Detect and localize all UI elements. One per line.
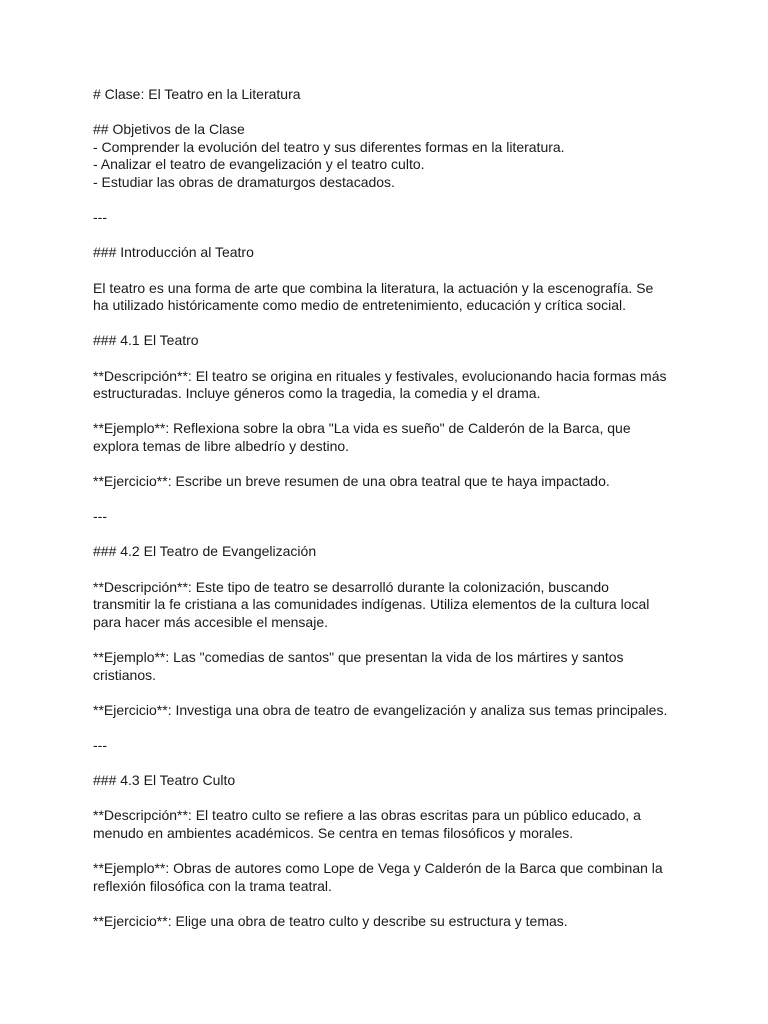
objective-item: - Analizar el teatro de evangelización y el teatro culto. <box>93 156 425 173</box>
section-descripcion-line: estructuradas. Incluye géneros como la tragedia, la comedia y el drama. <box>93 385 541 402</box>
section-heading: ### 4.1 El Teatro <box>93 332 199 349</box>
section-ejemplo-line: **Ejemplo**: Reflexiona sobre la obra "La vida es sueño" de Calderón de la Barca, que <box>93 420 631 437</box>
separator: --- <box>93 736 107 753</box>
spacer <box>93 315 693 333</box>
section-ejemplo-line: cristianos. <box>93 666 157 683</box>
document-page <box>93 86 693 931</box>
spacer <box>93 455 693 473</box>
spacer <box>93 192 693 210</box>
section-heading: ### 4.3 El Teatro Culto <box>93 772 236 789</box>
section-ejemplo-line: **Ejemplo**: Obras de autores como Lope de Vega y Calderón de la Barca que combinan la <box>93 860 663 877</box>
spacer <box>93 350 693 368</box>
spacer <box>93 403 693 421</box>
separator: --- <box>93 209 107 226</box>
spacer <box>93 227 693 245</box>
section-descripcion-line: para hacer más accesible el mensaje. <box>93 613 329 630</box>
spacer <box>93 526 693 544</box>
spacer <box>93 719 693 737</box>
section-heading: ### 4.2 El Teatro de Evangelización <box>93 543 317 560</box>
spacer <box>93 561 693 579</box>
document-title: # Clase: El Teatro en la Literatura <box>93 86 301 102</box>
intro-text-line: El teatro es una forma de arte que combina la literatura, la actuación y la escenografía. Se <box>93 279 654 296</box>
section-ejemplo-line: explora temas de libre albedrío y destino. <box>93 437 350 454</box>
intro-text-line: ha utilizado históricamente como medio de entretenimiento, educación y crítica social. <box>93 297 627 314</box>
objectives-heading: ## Objetivos de la Clase <box>93 121 245 138</box>
section-descripcion-line: **Descripción**: El teatro culto se refiere a las obras escritas para un público educado, a <box>93 807 641 824</box>
section-ejemplo-line: **Ejemplo**: Las "comedias de santos" que presentan la vida de los mártires y santos <box>93 649 624 665</box>
objective-item: - Estudiar las obras de dramaturgos destacados. <box>93 173 395 190</box>
spacer <box>93 790 693 808</box>
section-ejercicio-line: **Ejercicio**: Elige una obra de teatro culto y describe su estructura y temas. <box>93 912 568 929</box>
section-ejercicio-line: **Ejercicio**: Escribe un breve resumen de una obra teatral que te haya impactado. <box>93 473 610 490</box>
spacer <box>93 491 693 509</box>
spacer <box>93 631 693 649</box>
section-descripcion-line: transmitir la fe cristiana a las comunidades indígenas. Utiliza elementos de la cultura local <box>93 596 650 613</box>
spacer <box>93 755 693 773</box>
spacer <box>93 684 693 702</box>
spacer <box>93 262 693 280</box>
section-descripcion-line: **Descripción**: El teatro se origina en rituales y festivales, evolucionando hacia formas más <box>93 367 667 384</box>
section-ejercicio-line: **Ejercicio**: Investiga una obra de teatro de evangelización y analiza sus temas principales. <box>93 701 668 718</box>
objective-item: - Comprender la evolución del teatro y sus diferentes formas en la literatura. <box>93 138 565 155</box>
spacer <box>93 843 693 861</box>
spacer <box>93 104 693 122</box>
section-ejemplo-line: reflexión filosófica con la trama teatral. <box>93 877 332 894</box>
section-descripcion-line: **Descripción**: Este tipo de teatro se desarrolló durante la colonización, buscando <box>93 578 609 595</box>
intro-heading: ### Introducción al Teatro <box>93 244 254 261</box>
section-descripcion-line: menudo en ambientes académicos. Se centra en temas filosóficos y morales. <box>93 824 574 841</box>
spacer <box>93 895 693 913</box>
separator: --- <box>93 508 107 525</box>
